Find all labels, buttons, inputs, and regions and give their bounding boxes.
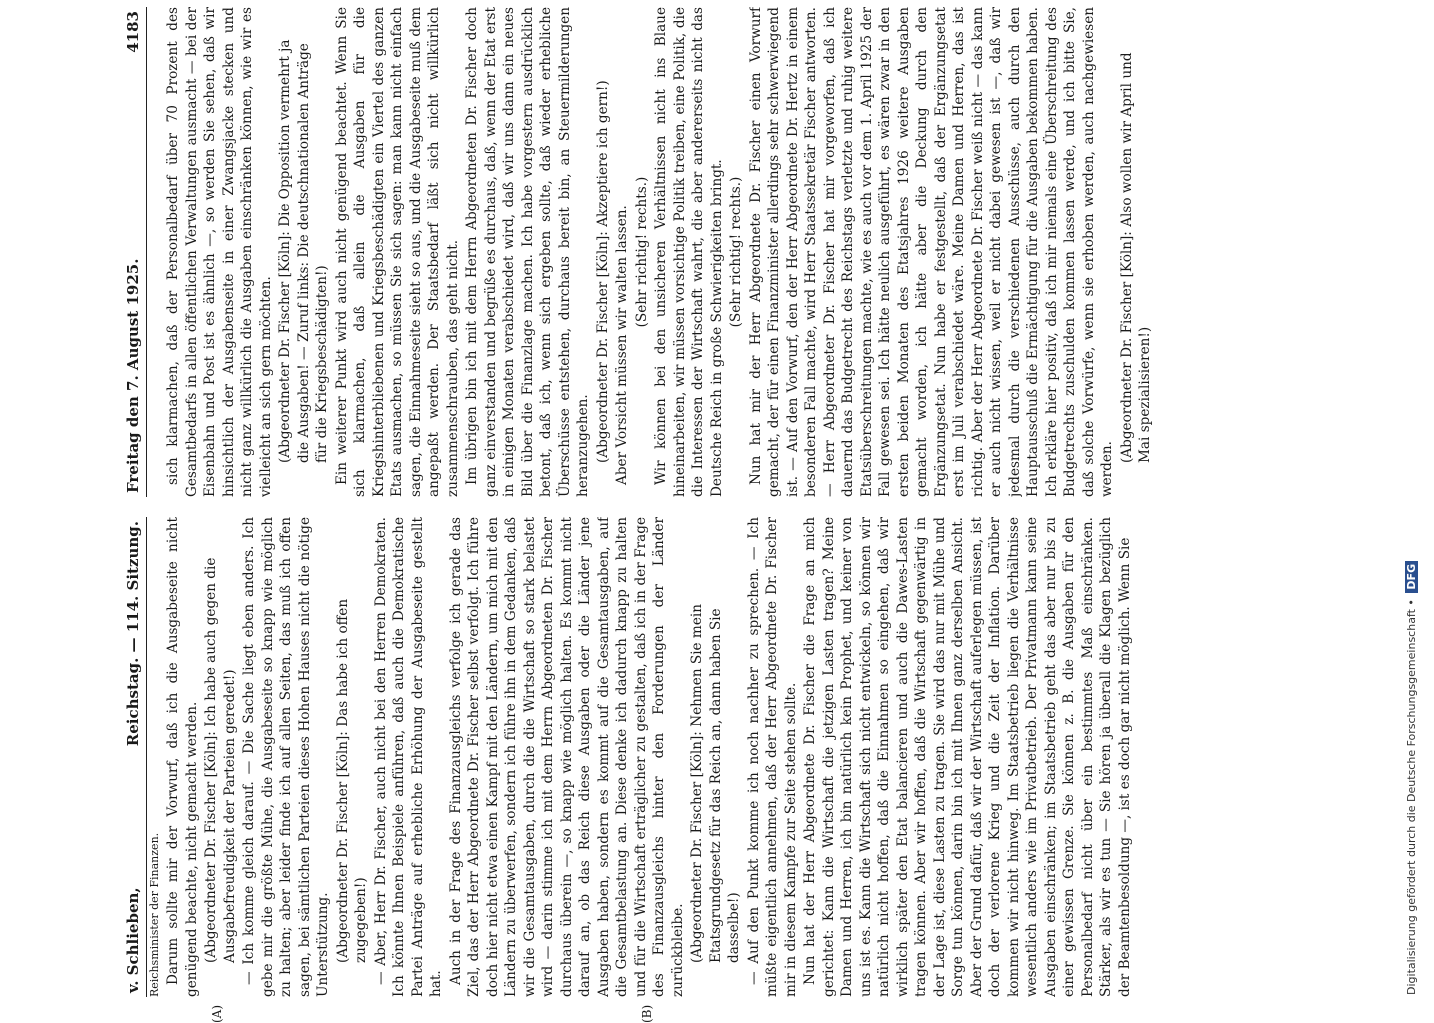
header-left-title: Reichstag. — 114. Sitzung. xyxy=(124,521,142,747)
margin-marker-a: (A) xyxy=(210,1004,224,1023)
interjection: (Abgeordneter Dr. Fischer [Köln]: Also wollen wir April und Mai spezialisieren!) xyxy=(1118,52,1153,463)
body-paragraph: Nun hat mir der Herr Abgeordnete Dr. Fischer einen Vorwurf gemacht, der für einen Finanzminister allerdings sehr schwerwiegend ist. — Auf den Vorwurf, den der Herr Abgeordnete Dr. Hertz in einem besonderen Fall machte, wird Herr Staatssekretär Fischer antworten. — Herr Abgeordneter Dr. Fischer hat mir vorgeworfen, daß ich dauernd das Budgetrecht des Reichstags verletzte und ruhig weitere Etatsüberschreitungen machte, wie es auch vor dem 1. April 1925 der Fall gewesen sei. Ich hätte neulich ausgeführt, es wären zwar in den ersten beiden Monaten des Etatsjahres 1926 weitere Ausgaben gemacht worden, ich hätte aber die Deckung durch den Ergänzungsetat. Nun habe er festgestellt, daß der Ergänzungsetat erst im Juli verabschiedet wäre. Meine Damen und Herren, das ist richtig. Aber der Herr Abgeordnete Dr. Fischer weiß nicht — das kann er auch nicht wissen, weil er nicht dabei gewesen ist —, daß wir jedesmal durch die verschiedenen Ausschüsse, auch durch den Hauptausschuß die Ermächtigung für die Ausgaben bekommen haben. Ich erkläre hier positiv, daß ich mir niemals eine Überschreitung des Budgetrechts zuschulden kommen lassen werde, und ich bitte Sie, daß solche Vorwürfe, wenn sie erhoben werden, auch nachgewiesen werden. xyxy=(747,7,1115,497)
interjection: (Abgeordneter Dr. Fischer [Köln]: Ich habe auch gegen die Ausgabefreudigkeit der Parteien geredet!) xyxy=(203,557,238,963)
interjection: (Abgeordneter Dr. Fischer [Köln]: Akzeptiere ich gern!) xyxy=(594,80,611,463)
body-paragraph: Wir können bei den unsicheren Verhältnissen nicht ins Blaue hineinarbeiten, wir müssen vorsichtige Politik treiben, eine Politik, die die Interessen der Wirtschaft wahrt, die aber andererseits nicht das Deutsche Reich in große Schwierigkeiten bringt. xyxy=(653,7,725,497)
body-paragraph: Darum sollte mir der Vorwurf, daß ich die Ausgabeseite nicht genügend beachte, nicht gemacht werden. xyxy=(165,517,200,997)
margin-marker-b: (B) xyxy=(640,1004,654,1023)
body-paragraph: — Aber, Herr Dr. Fischer, auch nicht bei den Herren Demokraten. Ich könnte Ihnen Beispiele anführen, daß auch die Demokratische Partei Anträge auf erhebliche Erhöhung der Ausgabeseite gestellt hat. xyxy=(372,517,444,997)
body-paragraph: Aber Vorsicht müssen wir walten lassen. xyxy=(614,205,630,485)
body-paragraph: — Auf den Punkt komme ich noch nachher zu sprechen. — Ich müßte eigentlich annehmen, daß der Herr Abgeordnete Dr. Fischer mir in diesem Kampfe zur Seite stehen sollte. xyxy=(745,517,799,997)
left-column xyxy=(164,517,1164,997)
interjection: (Abgeordneter Dr. Fischer [Köln]: Nehmen Sie mein Etatsgrundgesetz für das Reich an, dann haben Sie dasselbe!) xyxy=(689,604,742,963)
speaker-name: v. Schlieben, xyxy=(124,887,142,993)
body-paragraph: — Ich komme gleich darauf. — Die Sache liegt eben anders. Ich gebe mir die größte Mühe, die Ausgabeseite so knapp wie möglich zu halten; aber leider finde ich auf allen Seiten, das muß ich offen sagen, bei sämtlichen Parteien dieses Hohen Hauses nicht die nötige Unterstützung. xyxy=(241,517,331,997)
right-column xyxy=(164,7,1164,497)
body-paragraph: Im übrigen bin ich mit dem Herrn Abgeordneten Dr. Fischer doch ganz einverstanden und begrüße es durchaus, daß, wenn der Etat erst in einigen Monaten verabschiedet wird, daß wir uns dann ein neues Bild über die Finanzlage machen. Ich habe vorgestern ausdrücklich betont, daß ich, wenn sich ergeben sollte, daß wieder erhebliche Überschüsse entstehen, durchaus bereit bin, an Steuermilderungen heranzugehen. xyxy=(464,7,591,497)
body-paragraph: Auch in der Frage des Finanzausgleichs verfolge ich gerade das Ziel, das der Herr Abgeordnete Dr. Fischer selbst verfolgt. Ich führe doch hier nicht etwa einen Kampf mit den Ländern, um mich mit den Ländern zu überwerfen, sondern ich führe ihn in dem Gedanken, daß wir die Gesamtausgaben, durch die die Wirtschaft so stark belastet wird — darin stimme ich mit dem Herrn Abgeordneten Dr. Fischer durchaus überein —, so knapp wie möglich halten. Es kommt nicht darauf an, ob das Reich diese Ausgaben oder die Länder jene Ausgaben haben, sondern es kommt auf die Gesamtausgaben, auf die Gesamtbelastung an. Diese denke ich dadurch knapp zu halten und für die Wirtschaft erträglicher zu gestalten, daß ich in der Frage des Finanzausgleichs hinter den Forderungen der Länder zurückbleibe. xyxy=(447,517,686,997)
interjection: (Sehr richtig! rechts.) xyxy=(633,176,650,328)
body-paragraph: Nun hat der Herr Abgeordnete Dr. Fischer die Frage an mich gerichtet: Kann die Wirtschaft die jetzigen Lasten tragen? Meine Damen und Herren, ich bin natürlich kein Prophet, und keiner von uns ist es. Kann die Wirtschaft sich nicht entwickeln, so können wir natürlich nicht hoffen, daß die Einnahmen so eingehen, daß wir wirklich später den Etat balancieren und auch die Dawes-Lasten tragen können. Aber wir hoffen, daß die Wirtschaft gegenwärtig in der Lage ist, diese Lasten zu tragen. Sie wird das nur mit Mühe und Sorge tun können, darin bin ich mit Ihnen ganz derselben Ansicht. Aber der Grund dafür, daß wir der Wirtschaft auferlegen müssen, ist doch der verlorene Krieg und die Zeit der Inflation. Darüber kommen wir nicht hinweg. Im Staatsbetrieb liegen die Verhältnisse wesentlich anders wie im Privatbetrieb. Der Privatmann kann seine Ausgaben einschränken; im Staatsbetrieb geht das aber nur bis zu einer gewissen Grenze. Sie können z. B. die Ausgaben für den Personalbedarf nicht über ein bestimmtes Maß einschränken. Stärker, als wir es tun — Sie hören ja überall die Klagen bezüglich der Beamtenbesoldung —, ist es doch gar nicht möglich. Wenn Sie xyxy=(802,517,1133,997)
dfg-logo: DFG xyxy=(1405,561,1418,593)
header-left xyxy=(120,517,147,997)
interjection: (Sehr richtig! rechts.) xyxy=(728,176,744,328)
dfg-side-note xyxy=(1405,5,1418,995)
interjection: (Abgeordneter Dr. Fischer [Köln]: Das habe ich offen zugegeben!) xyxy=(334,598,369,963)
header-right xyxy=(120,7,147,497)
dfg-funding-text: Digitalisierung gefördert durch die Deutsche Forschungsgemeinschaft • xyxy=(1405,599,1418,995)
rotated-page xyxy=(120,7,1420,1023)
page-number: 4183 xyxy=(124,11,142,53)
header-right-title: Freitag den 7. August 1925. xyxy=(124,258,142,493)
body-paragraph: Ein weiterer Punkt wird auch nicht genügend beachtet. Wenn Sie sich klarmachen, daß allein die Ausgaben für die Kriegshinterbliebenen und Kriegsbeschädigten ein Viertel des ganzen Etats ausmachen, so müssen Sie sich sagen: man kann nicht einfach sagen, die Einnahmeseite sieht so aus, und die Ausgabeseite muß dem angepaßt werden. Der Staatsbedarf läßt sich nicht willkürlich zusammenschrauben, das geht nicht. xyxy=(333,7,461,497)
body-paragraph: sich klarmachen, daß der Personalbedarf über 70 Prozent des Gesamtbedarfs in allen öffentlichen Verwaltungen ausmacht — bei der Eisenbahn und Post ist es ähnlich —, so werden Sie sehen, daß wir hinsichtlich der Ausgabenseite in einer Zwangsjacke stecken und nicht ganz willkürlich die Ausgaben einschränken können, wie wir es vielleicht an sich gern möchten. xyxy=(165,7,274,497)
speaker-role: Reichsminister der Finanzen. xyxy=(148,832,161,997)
interjection: (Abgeordneter Dr. Fischer [Köln]: Die Opposition vermehrt ja die Ausgaben! — Zuruf links: Die deutschnationalen Anträge für die Kriegsbeschädigten!) xyxy=(277,39,330,463)
